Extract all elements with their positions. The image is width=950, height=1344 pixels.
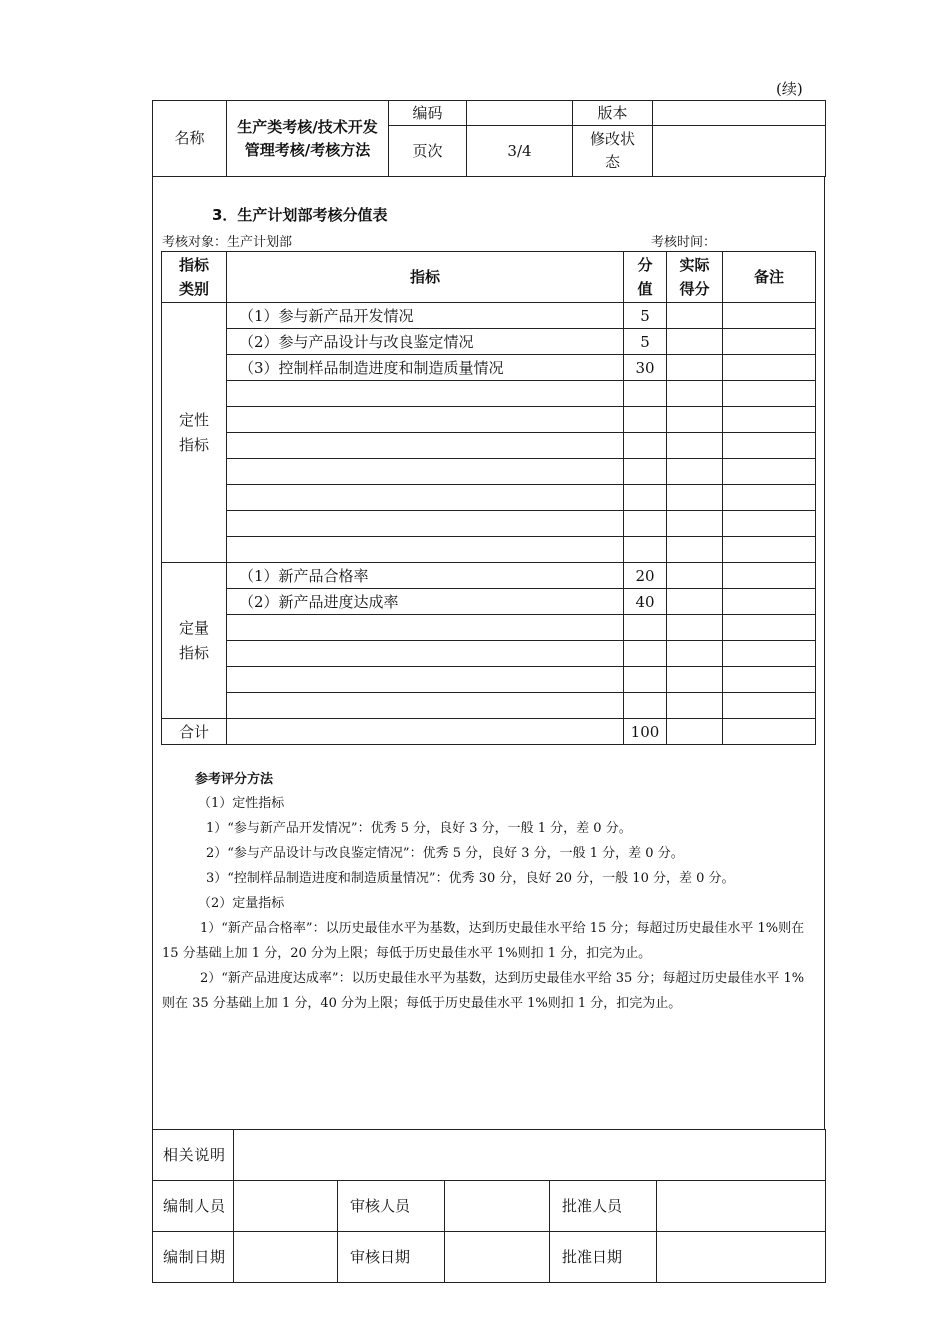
remark-cell [723, 355, 816, 381]
table-row [162, 459, 816, 485]
page-label: 页次 [389, 126, 467, 177]
indicator-cell: （2）新产品进度达成率 [227, 589, 624, 615]
score-table-header [162, 252, 816, 303]
qualitative-rule: 2）“参与产品设计与改良鉴定情况”：优秀 5 分，良好 3 分，一般 1 分，差 0 分。 [206, 846, 684, 861]
score-cell: 30 [624, 355, 667, 381]
score-cell [624, 433, 667, 459]
name-label: 名称 [153, 101, 227, 177]
score-cell: 5 [624, 329, 667, 355]
related-notes-label: 相关说明 [153, 1130, 234, 1181]
document-header-table [152, 100, 826, 177]
actual-score-header: 实际得分 [667, 252, 723, 303]
indicator-cell [227, 459, 624, 485]
review-date-value [445, 1232, 550, 1283]
author-value [234, 1181, 338, 1232]
author-date-value [234, 1232, 338, 1283]
author-label: 编制人员 [153, 1181, 234, 1232]
indicator-cell [227, 511, 624, 537]
actual-score-cell [667, 485, 723, 511]
indicator-cell [227, 615, 624, 641]
indicator-cell [227, 433, 624, 459]
actual-score-cell [667, 355, 723, 381]
quantitative-category-label: 定量指标 [162, 563, 227, 719]
indicator-cell: （1）参与新产品开发情况 [227, 303, 624, 329]
actual-score-cell [667, 615, 723, 641]
remark-cell [723, 329, 816, 355]
code-value [467, 101, 573, 126]
remark-cell [723, 693, 816, 719]
total-indicator-cell [227, 719, 624, 745]
approve-date-value [657, 1232, 826, 1283]
remark-cell [723, 407, 816, 433]
indicator-header: 指标 [227, 252, 624, 303]
remark-cell [723, 563, 816, 589]
approver-value [657, 1181, 826, 1232]
score-cell [624, 537, 667, 563]
score-cell [624, 615, 667, 641]
score-cell: 40 [624, 589, 667, 615]
category-header: 指标类别 [162, 252, 227, 303]
table-row [162, 329, 816, 355]
score-cell [624, 667, 667, 693]
page-value: 3/4 [467, 126, 573, 177]
review-date-label: 审核日期 [338, 1232, 445, 1283]
actual-score-cell [667, 303, 723, 329]
assessment-target: 考核对象：生产计划部 [162, 235, 293, 250]
table-row [162, 693, 816, 719]
remark-cell [723, 433, 816, 459]
assessment-time: 考核时间： [651, 235, 717, 250]
indicator-cell [227, 381, 624, 407]
table-row [162, 355, 816, 381]
qualitative-heading: （1）定性指标 [198, 796, 285, 811]
qualitative-category-label: 定性指标 [162, 303, 227, 563]
table-row [162, 641, 816, 667]
indicator-cell [227, 407, 624, 433]
score-cell [624, 407, 667, 433]
related-notes-value [234, 1130, 826, 1181]
actual-score-cell [667, 667, 723, 693]
table-row [162, 615, 816, 641]
reviewer-value [445, 1181, 550, 1232]
total-row [162, 719, 816, 745]
score-cell [624, 485, 667, 511]
indicator-cell: （1）新产品合格率 [227, 563, 624, 589]
reviewer-label: 审核人员 [338, 1181, 445, 1232]
indicator-cell [227, 693, 624, 719]
remark-cell [723, 537, 816, 563]
actual-score-cell [667, 641, 723, 667]
score-cell [624, 511, 667, 537]
remark-cell [723, 615, 816, 641]
approve-date-label: 批准日期 [550, 1232, 657, 1283]
revision-label: 修改状态 [573, 126, 653, 177]
section-title: 3．生产计划部考核分值表 [212, 206, 388, 224]
actual-score-cell [667, 563, 723, 589]
total-score: 100 [624, 719, 667, 745]
indicator-cell [227, 667, 624, 693]
quantitative-heading: （2）定量指标 [198, 896, 285, 911]
remark-cell [723, 641, 816, 667]
table-row [162, 433, 816, 459]
document-title: 生产类考核/技术开发管理考核/考核方法 [227, 101, 389, 177]
table-row [162, 589, 816, 615]
version-label: 版本 [573, 101, 653, 126]
score-header: 分值 [624, 252, 667, 303]
remark-cell [723, 459, 816, 485]
actual-score-cell [667, 459, 723, 485]
actual-score-cell [667, 693, 723, 719]
remark-cell [723, 303, 816, 329]
indicator-cell: （3）控制样品制造进度和制造质量情况 [227, 355, 624, 381]
score-cell: 20 [624, 563, 667, 589]
score-cell: 5 [624, 303, 667, 329]
remark-cell [723, 589, 816, 615]
qualitative-rule: 3）“控制样品制造进度和制造质量情况”：优秀 30 分，良好 20 分，一般 10 分，差 0 分。 [206, 871, 735, 886]
method-body [162, 791, 816, 1016]
author-date-label: 编制日期 [153, 1232, 234, 1283]
table-row [162, 667, 816, 693]
actual-score-cell [667, 329, 723, 355]
method-title: 参考评分方法 [195, 772, 274, 787]
actual-score-cell [667, 407, 723, 433]
score-table [161, 251, 816, 745]
total-remark-cell [723, 719, 816, 745]
indicator-cell [227, 485, 624, 511]
table-row [162, 563, 816, 589]
indicator-cell [227, 537, 624, 563]
score-cell [624, 641, 667, 667]
actual-score-cell [667, 381, 723, 407]
indicator-cell [227, 641, 624, 667]
table-row [162, 511, 816, 537]
quantitative-rule: 1）“新产品合格率”：以历史最佳水平为基数，达到历史最佳水平给 15 分；每超过历史最佳水平 1%则在 15 分基础上加 1 分，20 分为上限；每低于历史最佳水平 1%则扣 1 分，扣完为止。 [162, 921, 805, 961]
table-row [162, 381, 816, 407]
remark-cell [723, 667, 816, 693]
version-value [653, 101, 826, 126]
code-label: 编码 [389, 101, 467, 126]
actual-score-cell [667, 589, 723, 615]
score-cell [624, 693, 667, 719]
table-row [162, 485, 816, 511]
indicator-cell: （2）参与产品设计与改良鉴定情况 [227, 329, 624, 355]
revision-value [653, 126, 826, 177]
remark-cell [723, 485, 816, 511]
remark-cell [723, 381, 816, 407]
continued-mark: (续) [776, 80, 803, 98]
actual-score-cell [667, 537, 723, 563]
total-actual-cell [667, 719, 723, 745]
remark-header: 备注 [723, 252, 816, 303]
table-row [162, 537, 816, 563]
qualitative-rule: 1）“参与新产品开发情况”：优秀 5 分，良好 3 分，一般 1 分，差 0 分。 [206, 821, 632, 836]
actual-score-cell [667, 511, 723, 537]
actual-score-cell [667, 433, 723, 459]
total-label: 合计 [162, 719, 227, 745]
table-row [162, 303, 816, 329]
remark-cell [723, 511, 816, 537]
quantitative-rule: 2）“新产品进度达成率”：以历史最佳水平为基数，达到历史最佳水平给 35 分；每超过历史最佳水平 1%则在 35 分基础上加 1 分，40 分为上限；每低于历史最佳水平 1%则扣 1 分，扣完为止。 [162, 971, 805, 1011]
table-row [162, 407, 816, 433]
score-cell [624, 459, 667, 485]
score-cell [624, 381, 667, 407]
approver-label: 批准人员 [550, 1181, 657, 1232]
approval-table [152, 1129, 826, 1283]
